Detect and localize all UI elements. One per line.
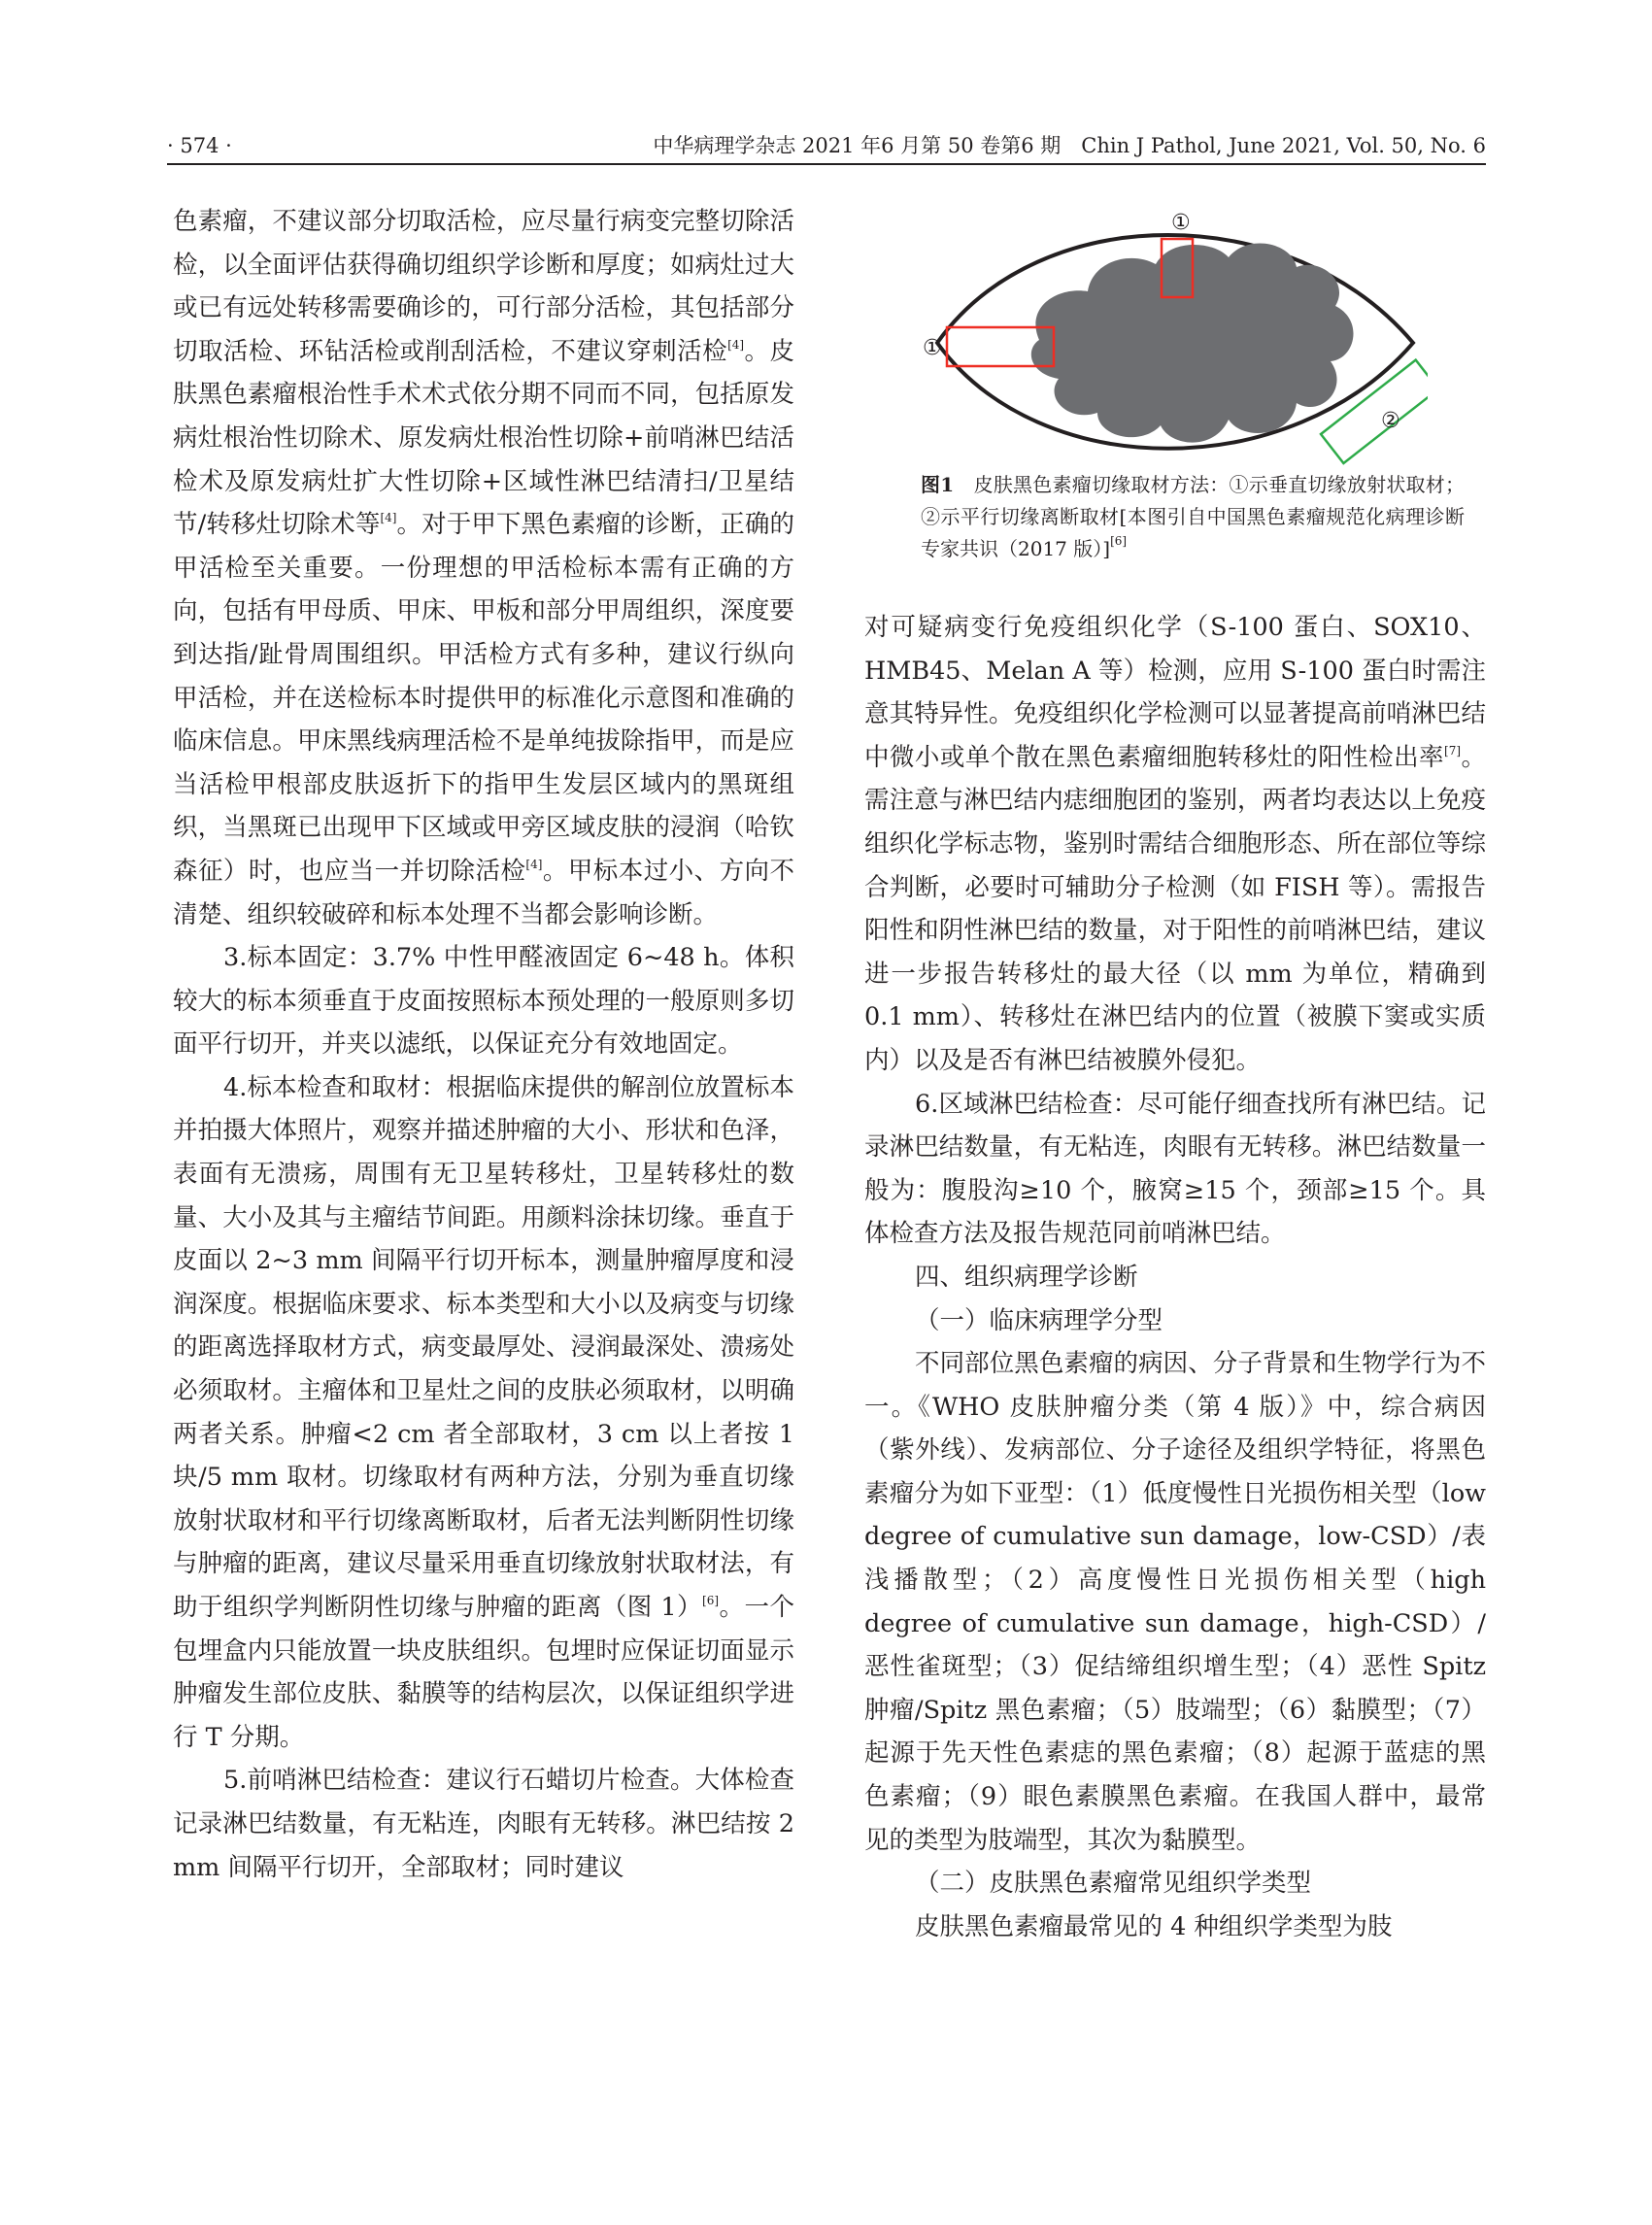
text-run: 。一个包埋盒内只能放置一块皮肤组织。包埋时应保证切面显示肿瘤发生部位皮肤、黏膜等的结构层次，以保证组织学进行 T 分期。 (173, 1593, 794, 1752)
reference-mark[interactable]: [4] (525, 857, 543, 871)
text-run: 。甲标本过小、方向不清楚、组织较破碎和标本处理不当都会影响诊断。 (173, 856, 794, 929)
reference-mark[interactable]: [4] (380, 511, 397, 525)
paragraph-histologic-types: 皮肤黑色素瘤最常见的 4 种组织学类型为肢 (915, 1911, 1393, 1941)
label-left: ① (923, 336, 942, 360)
text-run: 。对于甲下黑色素瘤的诊断，正确的甲活检至关重要。一份理想的甲活检标本需有正确的方向，包括有甲母质、甲床、甲板和部分甲周组织，深度要到达指/趾骨周围组织。甲活检方式有多种，建议行纵向甲活检，并在送检标本时提供甲的标准化示意图和准确的临床信息。甲床黑线病理活检不是单纯拔除指甲，而是应当活检甲根部皮肤返折下的指甲生发层区域内的黑斑组织，当黑斑已出现甲下区域或甲旁区域皮肤的浸润（哈钦森征）时，也应当一并切除活检 (173, 510, 794, 886)
subsection-heading: （二）皮肤黑色素瘤常见组织学类型 (915, 1869, 1312, 1899)
left-column (173, 200, 794, 1889)
journal-citation: 中华病理学杂志 2021 年6 月第 50 卷第6 期 Chin J Pathol, June 2021, Vol. 50, No. 6 (653, 134, 1486, 157)
subsection-heading: （一）临床病理学分型 (915, 1305, 1163, 1335)
text-run: 。需注意与淋巴结内痣细胞团的鉴别，两者均表达以上免疫组织化学标志物，鉴别时需结合细胞形态、所在部位等综合判断，必要时可辅助分子检测（如 FISH 等）。需报告阳性和阴性淋巴结的数量，对于阳性的前哨淋巴结，建议进一步报告转移灶的最大径（以 mm 为单位，精确到 0.1 mm）、转移灶在淋巴结内的位置（被膜下窦或实质内）以及是否有淋巴结被膜外侵犯。 (864, 742, 1486, 1075)
label-right: ② (1381, 409, 1400, 433)
label-top: ① (1171, 211, 1191, 235)
paragraph-subtypes: 不同部位黑色素瘤的病因、分子背景和生物学行为不一。《WHO 皮肤肿瘤分类（第 4 版）》中，综合病因（紫外线）、发病部位、分子途径及组织学特征，将黑色素瘤分为如下亚型：（1）低度慢性日光损伤相关型（low degree of cumulative sun damage，low-CSD）/表浅播散型；（2）高度慢性日光损伤相关型（high degree of cumulative sun damage，high-CSD）/恶性雀斑型；（3）促结缔组织增生型；（4）恶性 Spitz 肿瘤/Spitz 黑色素瘤；（5）肢端型；（6）黏膜型；（7）起源于先天性色素痣的黑色素瘤；（8）起源于蓝痣的黑色素瘤；（9）眼色素膜黑色素瘤。在我国人群中，最常见的类型为肢端型，其次为黏膜型。 (864, 1349, 1486, 1855)
paragraph (173, 200, 794, 936)
caption-text: 皮肤黑色素瘤切缘取材方法：①示垂直切缘放射状取材；②示平行切缘离断取材[本图引自中国黑色素瘤规范化病理诊断专家共识（2017 版）] (921, 473, 1466, 560)
paragraph-specimen-fixation: 3.标本固定：3.7% 中性甲醛液固定 6~48 h。体积较大的标本须垂直于皮面按照标本预处理的一般原则多切面平行切开，并夹以滤纸，以保证充分有效地固定。 (173, 943, 794, 1060)
margin-sampling-diagram (923, 204, 1428, 495)
paragraph (864, 606, 1486, 1083)
running-header (167, 128, 1486, 165)
paragraph-specimen-sampling (173, 1066, 794, 1760)
caption-label: 图1 (921, 473, 955, 496)
text-run: 色素瘤，不建议部分切取活检，应尽量行病变完整切除活检，以全面评估获得确切组织学诊断和厚度；如病灶过大或已有远处转移需要确诊的，可行部分活检，其包括部分切取活检、环钻活检或削刮活检，不建议穿刺活检 (173, 207, 794, 366)
reference-mark[interactable]: [7] (1444, 743, 1462, 758)
text-run: 。皮肤黑色素瘤根治性手术术式依分期不同而不同，包括原发病灶根治性切除术、原发病灶根治性切除+前哨淋巴结活检术及原发病灶扩大性切除+区域性淋巴结清扫/卫星结节/转移灶切除术等 (173, 336, 794, 540)
reference-mark[interactable]: [4] (727, 337, 745, 352)
right-column (864, 606, 1486, 1948)
text-run: 4.标本检查和取材：根据临床提供的解剖位放置标本并拍摄大体照片，观察并描述肿瘤的大小、形状和色泽，表面有无溃疡，周围有无卫星转移灶，卫星转移灶的数量、大小及其与主瘤结节间距。用颜料涂抹切缘。垂直于皮面以 2~3 mm 间隔平行切开标本，测量肿瘤厚度和浸润深度。根据临床要求、标本类型和大小以及病变与切缘的距离选择取材方式，病变最厚处、浸润最深处、溃疡处必须取材。主瘤体和卫星灶之间的皮肤必须取材，以明确两者关系。肿瘤<2 cm 者全部取材，3 cm 以上者按 1 块/5 mm 取材。切缘取材有两种方法，分别为垂直切缘放射状取材和平行切缘离断取材，后者无法判断阴性切缘与肿瘤的距离，建议尽量采用垂直切缘放射状取材法，有助于组织学判断阴性切缘与肿瘤的距离（图 1） (173, 1072, 794, 1622)
text-run: 对可疑病变行免疫组织化学（S-100 蛋白、SOX10、HMB45、Melan A 等）检测，应用 S-100 蛋白时需注意其特异性。免疫组织化学检测可以显著提高前哨淋巴结中微小或单个散在黑色素瘤细胞转移灶的阳性检出率 (864, 613, 1486, 772)
reference-mark[interactable]: [6] (1110, 534, 1128, 548)
paragraph-sentinel-node: 5.前哨淋巴结检查：建议行石蜡切片检查。大体检查记录淋巴结数量，有无粘连，肉眼有无转移。淋巴结按 2 mm 间隔平行切开，全部取材；同时建议 (173, 1766, 794, 1882)
figure-1 (923, 204, 1428, 495)
paragraph-regional-nodes: 6.区域淋巴结检查：尽可能仔细查找所有淋巴结。记录淋巴结数量，有无粘连，肉眼有无转移。淋巴结数量一般为：腹股沟≥10 个，腋窝≥15 个，颈部≥15 个。具体检查方法及报告规范同前哨淋巴结。 (864, 1089, 1486, 1249)
reference-mark[interactable]: [6] (702, 1594, 720, 1607)
section-heading: 四、组织病理学诊断 (915, 1262, 1138, 1292)
figure-caption (921, 469, 1465, 565)
page-number: · 574 · (167, 134, 232, 157)
